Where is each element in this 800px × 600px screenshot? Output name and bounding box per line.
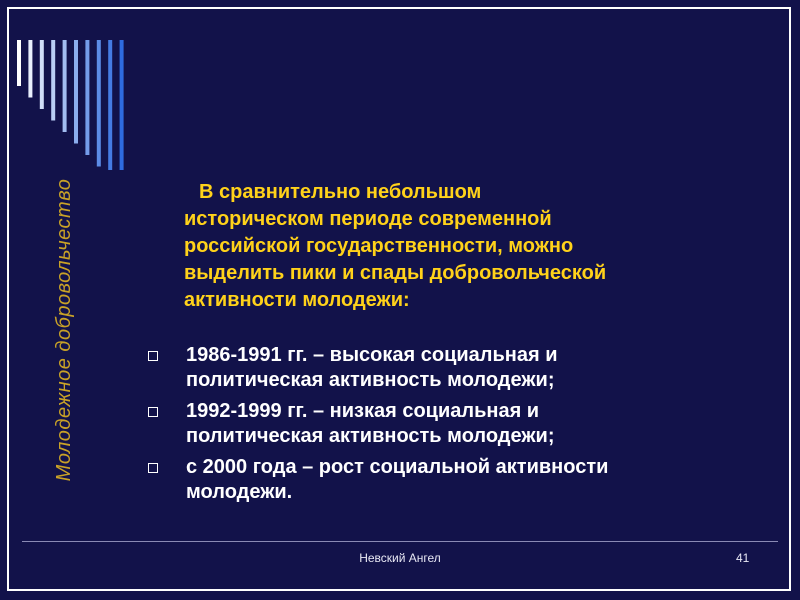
bullet-text: политическая активность молодежи;: [186, 369, 555, 391]
stripe: [120, 40, 124, 170]
stripe: [28, 40, 32, 98]
stripe: [40, 40, 44, 109]
intro-line: российской государственности, можно: [184, 235, 574, 257]
bullet-text: политическая активность молодежи;: [186, 425, 555, 447]
footer-divider: [22, 541, 778, 542]
intro-line: активности молодежи:: [184, 289, 410, 311]
stripe: [63, 40, 67, 132]
square-bullet-icon: [148, 407, 158, 417]
stripe: [85, 40, 89, 155]
stripe: [97, 40, 101, 167]
square-bullet-icon: [148, 351, 158, 361]
bullet-text: 1992-1999 гг. – низкая социальная и: [186, 400, 540, 422]
intro-paragraph: [184, 179, 764, 314]
page-number: 41: [736, 551, 750, 565]
square-bullet-icon: [148, 463, 158, 473]
bullet-item: [148, 343, 768, 393]
stripe: [51, 40, 55, 121]
bullet-list: [148, 343, 768, 511]
bullet-item: [148, 399, 768, 449]
footer-author: Невский Ангел: [359, 551, 441, 565]
bullet-text: с 2000 года – рост социальной активности: [186, 456, 609, 478]
intro-line: историческом периоде современной: [184, 208, 552, 230]
stripe: [108, 40, 112, 170]
intro-line: выделить пики и спады добровольческой: [184, 262, 607, 284]
stripe: [17, 40, 21, 86]
sidebar-title: Молодежное добровольчество: [53, 178, 75, 482]
intro-line: В сравнительно небольшом: [199, 181, 482, 203]
bullet-text: молодежи.: [186, 481, 293, 503]
bullet-item: [148, 455, 768, 505]
bullet-text: 1986-1991 гг. – высокая социальная и: [186, 344, 558, 366]
